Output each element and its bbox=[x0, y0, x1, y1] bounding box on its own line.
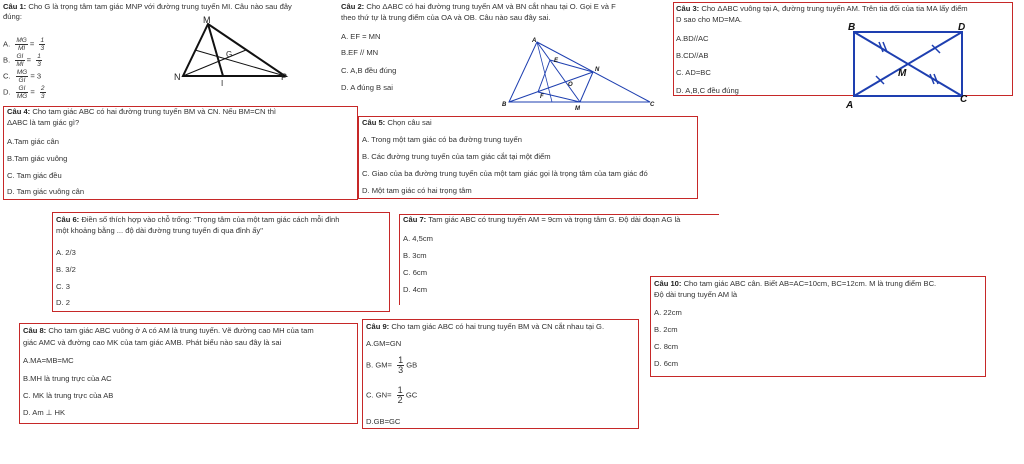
q3-label-m: M bbox=[898, 68, 907, 79]
q6-option-c[interactable]: C. 3 bbox=[56, 282, 70, 291]
q1-question-cont: đúng: bbox=[3, 12, 23, 21]
q2-option-b[interactable]: B.EF // MN bbox=[341, 48, 379, 57]
q2-label-m: M bbox=[575, 106, 580, 112]
q2-option-d[interactable]: D. A đúng B sai bbox=[341, 83, 393, 92]
q4-text-1: Cho tam giác ABC có hai đường trung tuyến BM và CN. Nếu BM=CN thì bbox=[32, 107, 277, 116]
q10-option-c[interactable]: C. 8cm bbox=[654, 342, 679, 351]
q6-question bbox=[56, 215, 339, 226]
q10-question bbox=[654, 279, 936, 290]
q9-title: Câu 9: bbox=[366, 322, 390, 331]
q2-label-n: N bbox=[595, 67, 600, 73]
q8-option-d[interactable]: D. Am ⊥ HK bbox=[23, 408, 66, 417]
q6-text-1: Điền số thích hợp vào chỗ trống: "Trọng tâm của một tam giác cách mỗi đỉnh bbox=[81, 215, 340, 224]
q1-triangle-figure bbox=[170, 14, 300, 90]
q4-question-cont: ΔABC là tam giác gì? bbox=[7, 118, 80, 127]
q1-option-c[interactable]: C. $\frac{MG}{GI}$ = 3 bbox=[3, 69, 42, 84]
q1-option-b[interactable]: B. $\frac{GI}{MI}$ = $\frac{1}{3}$ bbox=[3, 53, 41, 68]
q3-figure bbox=[840, 18, 980, 112]
q9-option-b[interactable]: B. GM= $\frac{1}{3}$ GB bbox=[366, 355, 418, 375]
q2-option-a[interactable]: A. EF = MN bbox=[341, 32, 381, 41]
q2-label-a: A bbox=[532, 38, 537, 44]
q10-option-a[interactable]: A. 22cm bbox=[654, 308, 682, 317]
q3-question bbox=[676, 4, 968, 15]
q5-title: Câu 5: bbox=[362, 118, 386, 127]
q2-title: Câu 2: bbox=[341, 2, 365, 11]
q4-option-a[interactable]: A.Tam giác cân bbox=[7, 137, 59, 146]
q1-question bbox=[3, 2, 292, 13]
q3-label-d: D bbox=[958, 22, 966, 33]
q8-text-1: Cho tam giác ABC vuông ở A có AM là trung tuyến. Vẽ đường cao MH của tam bbox=[48, 326, 314, 335]
q8-option-b[interactable]: B.MH là trung trực của AC bbox=[23, 374, 112, 383]
q10-title: Câu 10: bbox=[654, 279, 682, 288]
q7-option-c[interactable]: C. 6cm bbox=[403, 268, 428, 277]
q1-text-1: Cho G là trọng tâm tam giác MNP với đường trung tuyến MI. Câu nào sau đây bbox=[28, 2, 292, 11]
q2-label-f: F bbox=[540, 94, 544, 100]
q4-option-b[interactable]: B.Tam giác vuông bbox=[7, 154, 68, 163]
q5-option-d[interactable]: D. Một tam giác có hai trọng tâm bbox=[362, 186, 472, 195]
q10-option-b[interactable]: B. 2cm bbox=[654, 325, 678, 334]
q2-text-1: Cho ΔABC có hai đường trung tuyến AM và BN cắt nhau tại O. Gọi E và F bbox=[366, 2, 616, 11]
q4-option-d[interactable]: D. Tam giác vuông cân bbox=[7, 187, 85, 196]
q3-text-1: Cho ΔABC vuông tại A, đường trung tuyến AM. Trên tia đối của tia MA lấy điểm bbox=[701, 4, 968, 13]
q8-question bbox=[23, 326, 314, 337]
q3-label-b: B bbox=[848, 22, 856, 33]
q1-option-a[interactable]: A. $\frac{MG}{MI}$ = $\frac{1}{3}$ bbox=[3, 37, 45, 52]
q8-question-cont: giác AMC và đường cao MK của tam giác AMB. Phát biểu nào sau đây là sai bbox=[23, 338, 282, 347]
q6-title: Câu 6: bbox=[56, 215, 80, 224]
q7-question bbox=[403, 215, 680, 226]
q5-option-a[interactable]: A. Trong một tam giác có ba đường trung tuyến bbox=[362, 135, 522, 144]
q5-text-1: Chọn câu sai bbox=[387, 118, 432, 127]
q3-option-c[interactable]: C. AD=BC bbox=[676, 68, 711, 77]
q3-option-a[interactable]: A.BD//AC bbox=[676, 34, 709, 43]
q1-title: Câu 1: bbox=[3, 2, 27, 11]
q4-title: Câu 4: bbox=[7, 107, 31, 116]
q2-question-cont: theo thứ tự là trung điểm của OA và OB. Câu nào sau đây sai. bbox=[341, 13, 551, 22]
q1-label-p: P bbox=[281, 72, 288, 82]
q2-label-e: E bbox=[554, 58, 559, 64]
q7-option-b[interactable]: B. 3cm bbox=[403, 251, 427, 260]
q6-question-cont: một khoảng bằng ... độ dài đường trung tuyến đi qua đỉnh ấy" bbox=[56, 226, 263, 235]
q8-title: Câu 8: bbox=[23, 326, 47, 335]
q4-option-c[interactable]: C. Tam giác đều bbox=[7, 171, 62, 180]
q6-option-b[interactable]: B. 3/2 bbox=[56, 265, 76, 274]
q1-label-g: G bbox=[226, 50, 233, 59]
q2-triangle-figure bbox=[500, 36, 660, 112]
q7-option-d[interactable]: D. 4cm bbox=[403, 285, 428, 294]
q1-label-n: N bbox=[174, 72, 181, 82]
q7-option-a[interactable]: A. 4,5cm bbox=[403, 234, 433, 243]
q10-text-1: Cho tam giác ABC cân. Biết AB=AC=10cm, BC=12cm. M là trung điểm BC. bbox=[683, 279, 937, 288]
q4-question bbox=[7, 107, 276, 118]
q8-option-a[interactable]: A.MA=MB=MC bbox=[23, 356, 74, 365]
q10-question-cont: Độ dài trung tuyến AM là bbox=[654, 290, 738, 299]
q6-option-a[interactable]: A. 2/3 bbox=[56, 248, 76, 257]
q2-option-c[interactable]: C. A,B đều đúng bbox=[341, 66, 397, 75]
q9-option-d[interactable]: D.GB=GC bbox=[366, 417, 401, 426]
q10-option-d[interactable]: D. 6cm bbox=[654, 359, 679, 368]
q5-option-c[interactable]: C. Giao của ba đường trung tuyến của một tam giác gọi là trọng tâm của tam giác đó bbox=[362, 169, 648, 178]
q2-label-b: B bbox=[502, 102, 507, 108]
q3-title: Câu 3: bbox=[676, 4, 700, 13]
q9-option-a[interactable]: A.GM=GN bbox=[366, 339, 402, 348]
q9-text-1: Cho tam giác ABC có hai trung tuyến BM và CN cắt nhau tại G. bbox=[391, 322, 605, 331]
q2-label-o: O bbox=[568, 82, 573, 88]
q9-question bbox=[366, 322, 604, 333]
q3-option-d[interactable]: D. A,B,C đều đúng bbox=[676, 86, 739, 95]
q2-label-c: C bbox=[650, 102, 655, 108]
q1-option-d[interactable]: D. $\frac{GI}{MG}$ = $\frac{2}{3}$ bbox=[3, 85, 45, 100]
q3-option-b[interactable]: B.CD//AB bbox=[676, 51, 709, 60]
q3-question-cont: D sao cho MD=MA. bbox=[676, 15, 743, 24]
q8-option-c[interactable]: C. MK là trung trực của AB bbox=[23, 391, 114, 400]
q7-title: Câu 7: bbox=[403, 215, 427, 224]
q5-question bbox=[362, 118, 432, 129]
q5-option-b[interactable]: B. Các đường trung tuyến của tam giác cắt tại một điểm bbox=[362, 152, 551, 161]
q9-option-c[interactable]: C. GN= $\frac{1}{2}$ GC bbox=[366, 385, 418, 405]
q1-label-m: M bbox=[203, 15, 211, 25]
q1-label-i: I bbox=[221, 79, 224, 88]
q7-text-1: Tam giác ABC có trung tuyến AM = 9cm và trọng tâm G. Độ dài đoạn AG là bbox=[428, 215, 681, 224]
q2-question bbox=[341, 2, 616, 13]
q3-label-c: C bbox=[960, 94, 968, 105]
q6-option-d[interactable]: D. 2 bbox=[56, 298, 70, 307]
q3-label-a: A bbox=[846, 100, 854, 111]
